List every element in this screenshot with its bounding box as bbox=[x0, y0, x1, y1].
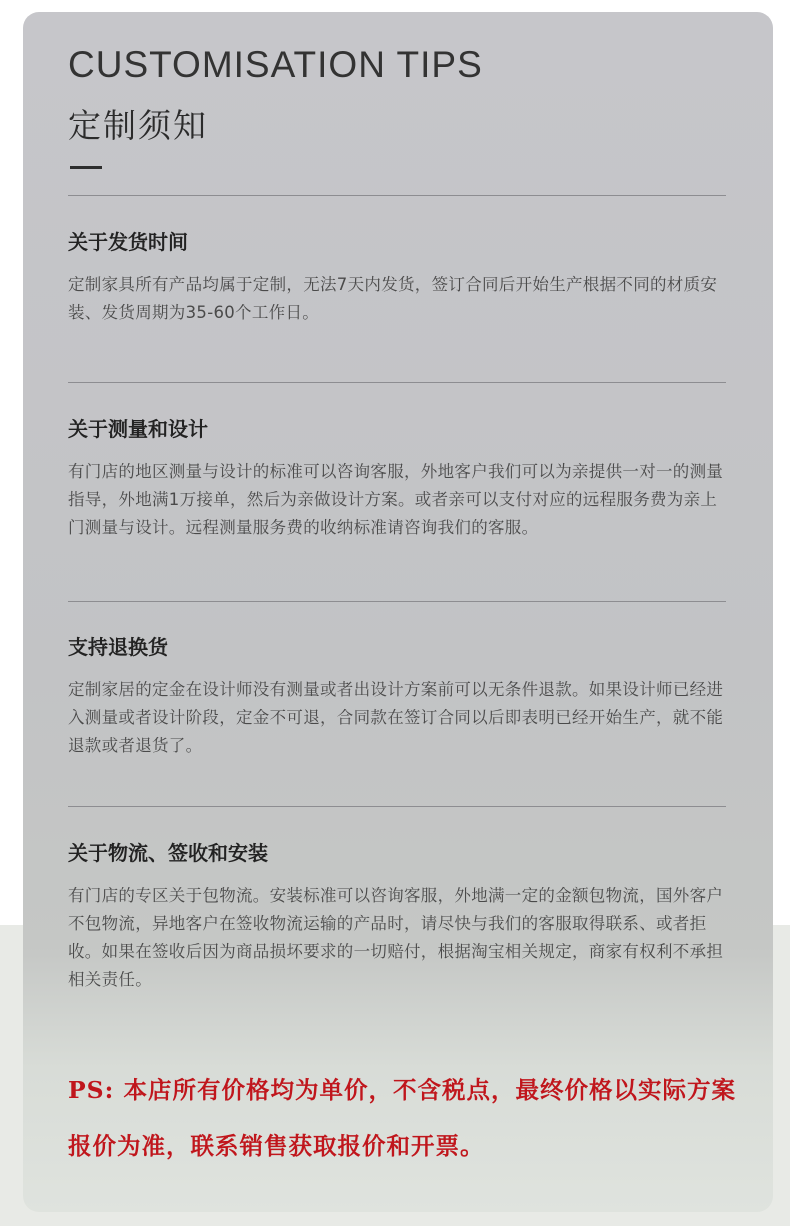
section-logistics bbox=[68, 840, 733, 994]
section-title: 关于发货时间 bbox=[68, 230, 188, 254]
section-shipping-time bbox=[68, 229, 733, 327]
divider bbox=[68, 601, 726, 602]
section-body: 定制家居的定金在设计师没有测量或者出设计方案前可以无条件退款。如果设计师已经进入测量或者设计阶段，定金不可退，合同款在签订合同以后即表明已经开始生产，就不能退款或者退货了。 bbox=[68, 680, 724, 755]
section-body: 有门店的地区测量与设计的标准可以咨询客服，外地客户我们可以为亲提供一对一的测量指导，外地满1万接单，然后为亲做设计方案。或者亲可以支付对应的远程服务费为亲上门测量与设计。远程测量服务费的收纳标准请咨询我们的客服。 bbox=[68, 462, 724, 537]
section-body: 有门店的专区关于包物流。安装标准可以咨询客服，外地满一定的金额包物流，国外客户不包物流，异地客户在签收物流运输的产品时，请尽快与我们的客服取得联系、或者拒收。如果在签收后因为商品损坏要求的一切赔付，根据淘宝相关规定，商家有权利不承担相关责任。 bbox=[68, 886, 724, 989]
divider bbox=[68, 195, 726, 196]
section-body: 定制家具所有产品均属于定制，无法7天内发货，签订合同后开始生产根据不同的材质安装、发货周期为35-60个工作日。 bbox=[68, 275, 718, 322]
title-english: CUSTOMISATION TIPS bbox=[68, 44, 483, 85]
title-underline bbox=[70, 166, 102, 169]
section-measure-design bbox=[68, 416, 733, 542]
ps-price-note: PS: 本店所有价格均为单价，不含税点，最终价格以实际方案报价为准，联系销售获取报价和开票。 bbox=[68, 1076, 736, 1160]
section-title: 关于物流、签收和安装 bbox=[68, 841, 268, 865]
divider bbox=[68, 382, 726, 383]
customisation-tips-card bbox=[23, 12, 773, 1212]
section-title: 关于测量和设计 bbox=[68, 417, 208, 441]
section-title: 支持退换货 bbox=[68, 635, 168, 659]
section-returns bbox=[68, 634, 733, 760]
title-chinese: 定制须知 bbox=[68, 106, 208, 145]
divider bbox=[68, 806, 726, 807]
